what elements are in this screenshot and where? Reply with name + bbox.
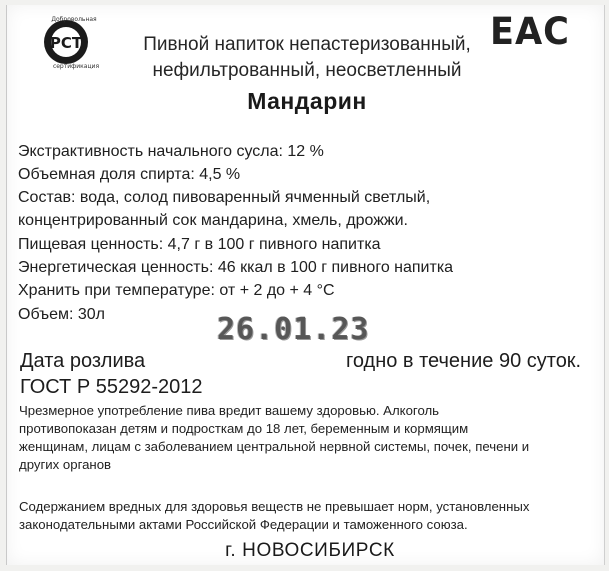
gost-standard: ГОСТ Р 55292-2012: [20, 376, 203, 398]
compliance-line2: законодательными актами Российской Федерации и таможенного союза.: [19, 517, 468, 532]
extract-line: Экстрактивность начального сусла: 12 %: [18, 143, 324, 160]
logo-text-bottom: сертификация: [52, 63, 100, 70]
warning-line3: женщинам, лицам с заболеванием центральной нервной системы, почек, печени и: [19, 439, 530, 454]
shelf-life: годно в течение 90 суток.: [346, 350, 582, 372]
nutrition-line: Пищевая ценность: 4,7 г в 100 г пивного напитка: [18, 236, 381, 253]
eac-mark: EAC: [490, 10, 570, 53]
composition-line2: концентрированный сок мандарина, хмель, дрожжи.: [18, 212, 408, 229]
warning-line1: Чрезмерное употребление пива вредит вашему здоровью. Алкоголь: [19, 403, 440, 418]
bottling-date-stamp: 26.01.23: [217, 312, 370, 347]
volume-line: Объем: 30л: [18, 306, 105, 323]
alcohol-line: Объемная доля спирта: 4,5 %: [18, 166, 241, 183]
rst-certification-logo-icon: [38, 12, 106, 70]
compliance-line1: Содержанием вредных для здоровья веществ не превышает норм, установленных: [19, 499, 530, 514]
energy-line: Энергетическая ценность: 46 ккал в 100 г пивного напитка: [18, 259, 454, 276]
warning-line4: других органов: [19, 457, 112, 472]
composition-line1: Состав: вода, солод пивоваренный ячменный светлый,: [18, 189, 431, 206]
city-name: г. НОВОСИБИРСК: [225, 540, 395, 561]
product-type-line1: Пивной напиток непастеризованный,: [143, 34, 471, 55]
product-type-line2: нефильтрованный, неосветленный: [152, 60, 462, 81]
warning-line2: противопоказан детям и подросткам до 18 лет, беременным и кормящим: [19, 421, 469, 436]
product-name: Мандарин: [247, 88, 367, 114]
bottling-date-label: Дата розлива: [20, 350, 146, 372]
logo-mark: РСТ: [49, 34, 83, 52]
storage-line: Хранить при температуре: от + 2 до + 4 °С: [18, 282, 335, 299]
logo-text-top: Добровольная: [51, 16, 97, 23]
